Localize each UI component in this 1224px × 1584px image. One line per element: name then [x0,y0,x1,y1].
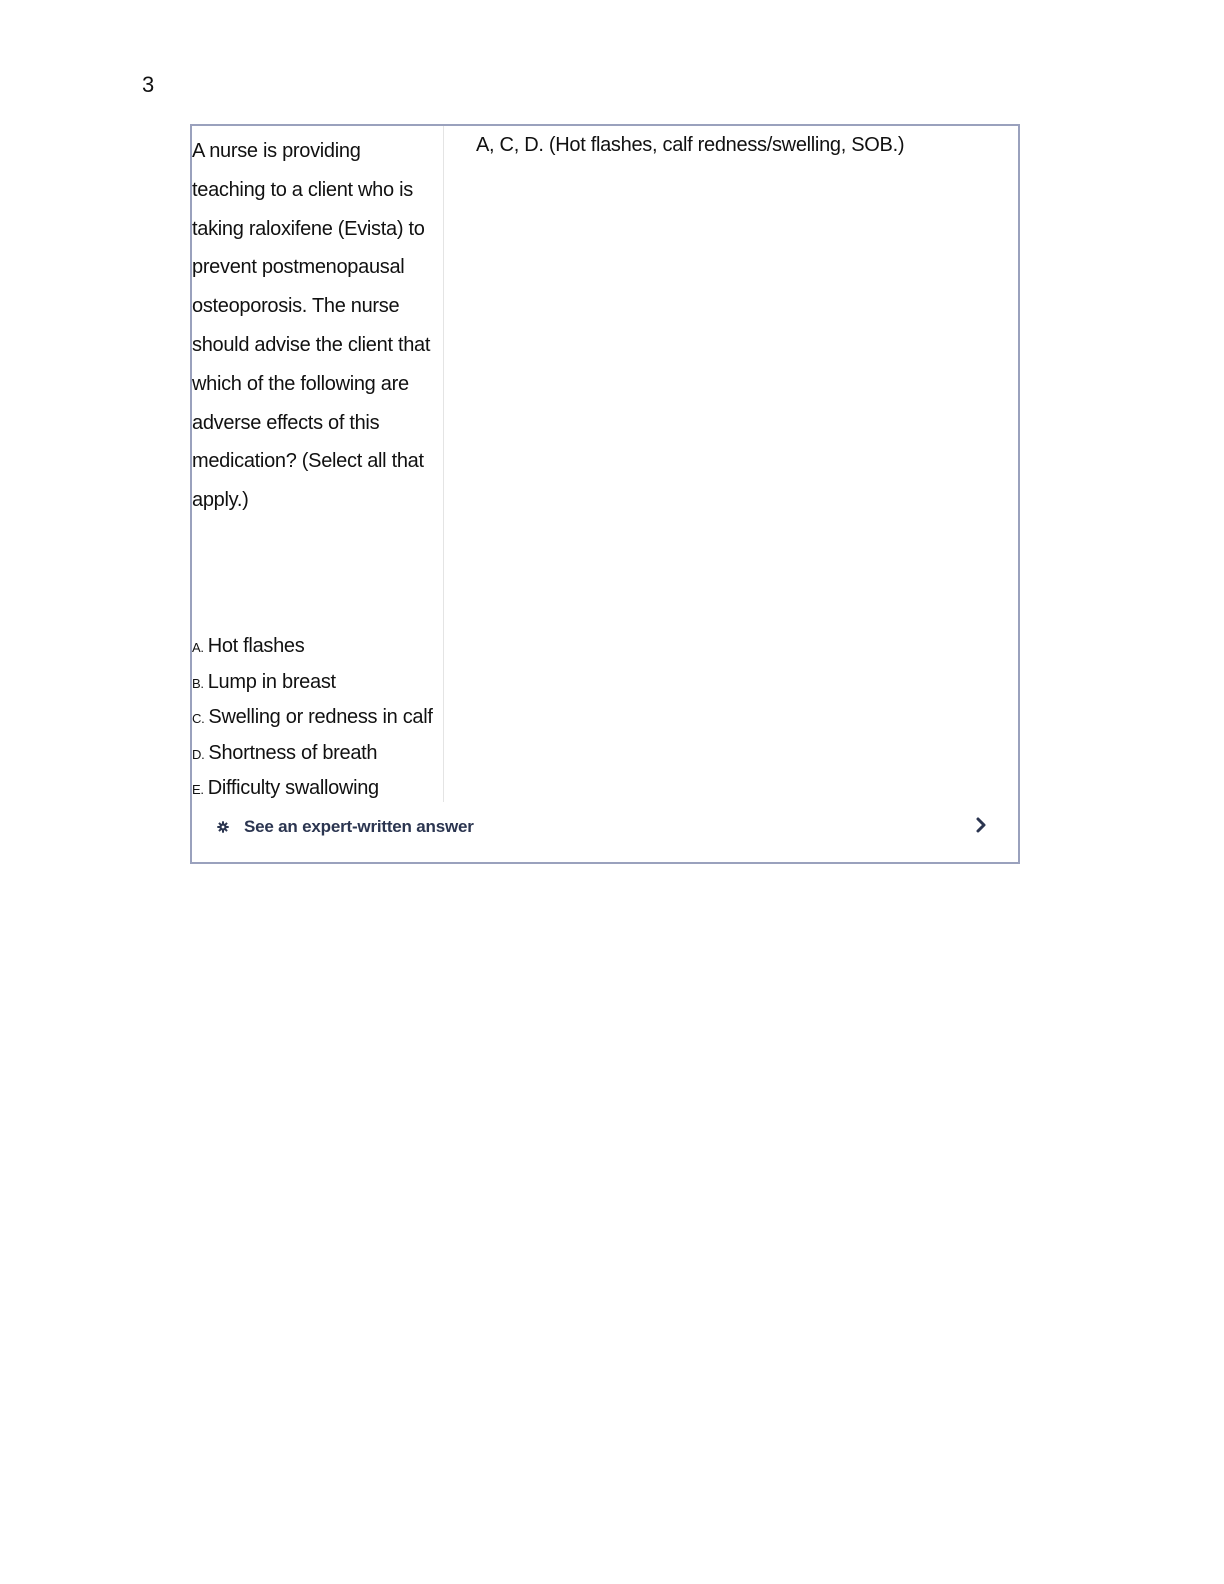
option-letter: B. [192,675,204,691]
answer-text: A, C, D. (Hot flashes, calf redness/swelling, SOB.) [476,134,905,156]
page-number: 3 [142,72,155,97]
option-letter: E. [192,782,204,797]
answer-options [192,629,444,807]
option-letter: A. [192,640,204,655]
option-b [192,665,444,701]
chevron-right-icon[interactable] [974,814,988,836]
option-c [192,700,444,736]
expert-answer-label: See an expert-written answer [244,817,474,836]
option-e [192,771,444,807]
option-text: Shortness of breath [208,741,378,764]
option-text: Hot flashes [207,635,305,657]
option-a [192,629,444,665]
option-text: Lump in breast [207,670,336,693]
option-text: Swelling or redness in calf [208,706,433,728]
question-text: A nurse is providing teaching to a client who is taking raloxifene (Evista) to prevent postmenopausal osteoporosis. The nurse should advise the client that which of the following are adverse effects of this medication? (Select all that apply.) [192,140,431,512]
option-letter: C. [192,711,205,726]
option-d [192,736,444,772]
flashcard [190,124,1020,864]
option-letter: D. [192,746,205,762]
expert-answer-link[interactable] [216,812,994,842]
gear-icon [216,820,230,834]
question-column [192,126,444,802]
option-text: Difficulty swallowing [207,777,379,799]
